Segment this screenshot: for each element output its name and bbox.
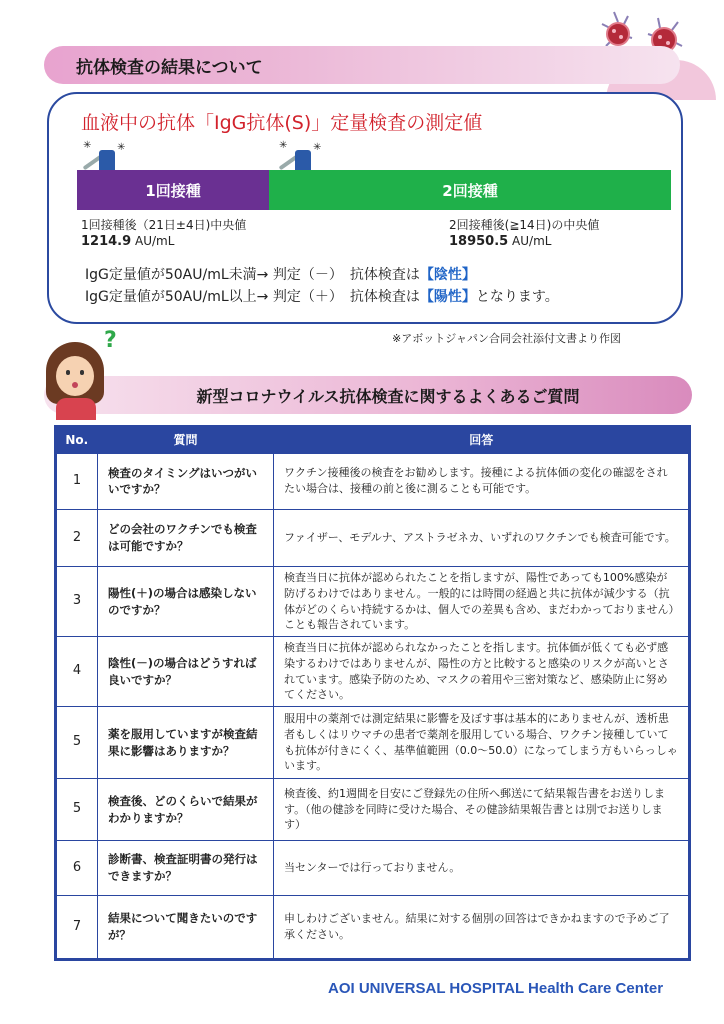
row-question: 陰性(－)の場合はどうすれば良いですか？ xyxy=(98,637,274,707)
row-number: 3 xyxy=(56,567,98,637)
row-answer: 検査後、約1週間を目安にご登録先の住所へ郵送にて結果報告書をお送りします。（他の健診を同時に受けた場合、その健診結果報告書とは別でお送りします） xyxy=(274,779,690,841)
header-question: 質問 xyxy=(98,427,274,453)
judgement-positive: IgG定量値が50AU/mL以上→ 判定（＋） 抗体検査は【陽性】となります。 xyxy=(85,289,559,305)
table-row xyxy=(56,567,690,637)
dose1-median-value: 1214.9 AU/mL xyxy=(81,234,175,249)
row-question: 結果について聞きたいのですが？ xyxy=(98,896,274,960)
row-answer: 申しわけございません。結果に対する個別の回答はできかねますので予めご了承ください。 xyxy=(274,896,690,960)
row-question: 検査後、どのくらいで結果がわかりますか？ xyxy=(98,779,274,841)
row-question: 診断書、検査証明書の発行はできますか？ xyxy=(98,841,274,896)
table-row xyxy=(56,779,690,841)
dose2-median-label: 2回接種後(≧14日)の中央値 xyxy=(449,218,600,232)
row-number: 4 xyxy=(56,637,98,707)
row-number: 2 xyxy=(56,510,98,567)
row-answer: 当センターでは行っておりません。 xyxy=(274,841,690,896)
header-answer: 回答 xyxy=(274,427,690,453)
vaccine-vial-icon: ✳ ✳ xyxy=(277,142,325,176)
table-row xyxy=(56,637,690,707)
row-question: 薬を服用していますが検査結果に影響はありますか？ xyxy=(98,707,274,779)
faq-header-row xyxy=(56,427,690,453)
row-answer: ファイザー、モデルナ、アストラゼネカ、いずれのワクチンでも検査可能です。 xyxy=(274,510,690,567)
table-row xyxy=(56,453,690,510)
row-number: 6 xyxy=(56,841,98,896)
row-number: 5 xyxy=(56,707,98,779)
dose2-bar: 2回接種 xyxy=(269,170,671,210)
section-title-faq: 新型コロナウイルス抗体検査に関するよくあるご質問 xyxy=(44,376,692,414)
faq-table xyxy=(54,425,691,961)
judgement-negative: IgG定量値が50AU/mL未満→ 判定（－） 抗体検査は【陰性】 xyxy=(85,267,476,283)
dose1-median-label: 1回接種後（21日±4日)中央値 xyxy=(81,218,247,232)
header-no: No. xyxy=(56,427,98,453)
footer-hospital-name: AOI UNIVERSAL HOSPITAL Health Care Center xyxy=(328,980,664,997)
table-row xyxy=(56,841,690,896)
section-title-results: 抗体検査の結果について xyxy=(44,46,680,84)
row-answer: 検査当日に抗体が認められたことを指しますが、陽性であっても100%感染が防げるわけではありません。一般的には時間の経過と共に抗体が減少する（抗体がどのくらい持続するかは、個人での差異も含め、まだわかっておりません）ことも報告されています。 xyxy=(274,567,690,637)
row-question: 検査のタイミングはいつがいいですか？ xyxy=(98,453,274,510)
row-number: 5 xyxy=(56,779,98,841)
vaccine-vial-icon: ✳ ✳ xyxy=(81,142,129,176)
dose1-bar: 1回接種 xyxy=(77,170,269,210)
table-row xyxy=(56,707,690,779)
row-question: 陽性(＋)の場合は感染しないのですか？ xyxy=(98,567,274,637)
woman-question-icon: ? xyxy=(42,334,108,420)
row-number: 1 xyxy=(56,453,98,510)
row-answer: 検査当日に抗体が認められなかったことを指します。抗体価が低くても必ず感染するわけではありませんが、陽性の方と比較すると感染のリスクが高いとされています。感染予防のため、マスクの着用や三密対策など、感染防止に努めてください。 xyxy=(274,637,690,707)
source-note: ※アボットジャパン合同会社添付文書より作図 xyxy=(392,332,621,345)
measurement-panel xyxy=(47,92,683,324)
dose2-median-value: 18950.5 AU/mL xyxy=(449,234,552,249)
row-question: どの会社のワクチンでも検査は可能ですか？ xyxy=(98,510,274,567)
table-row xyxy=(56,896,690,960)
row-answer: 服用中の薬剤では測定結果に影響を及ぼす事は基本的にありませんが、透析患者もしくはリウマチの患者で薬剤を服用している場合、ワクチン接種していても抗体が付きにくく、基準値範囲（0.0～50.0）になってしまう方もいらっしゃいます。 xyxy=(274,707,690,779)
row-number: 7 xyxy=(56,896,98,960)
measurement-title: 血液中の抗体「IgG抗体(S)」定量検査の測定値 xyxy=(81,112,483,134)
row-answer: ワクチン接種後の検査をお勧めします。接種による抗体価の変化の確認をされたい場合は、接種の前と後に測ることも可能です。 xyxy=(274,453,690,510)
table-row xyxy=(56,510,690,567)
